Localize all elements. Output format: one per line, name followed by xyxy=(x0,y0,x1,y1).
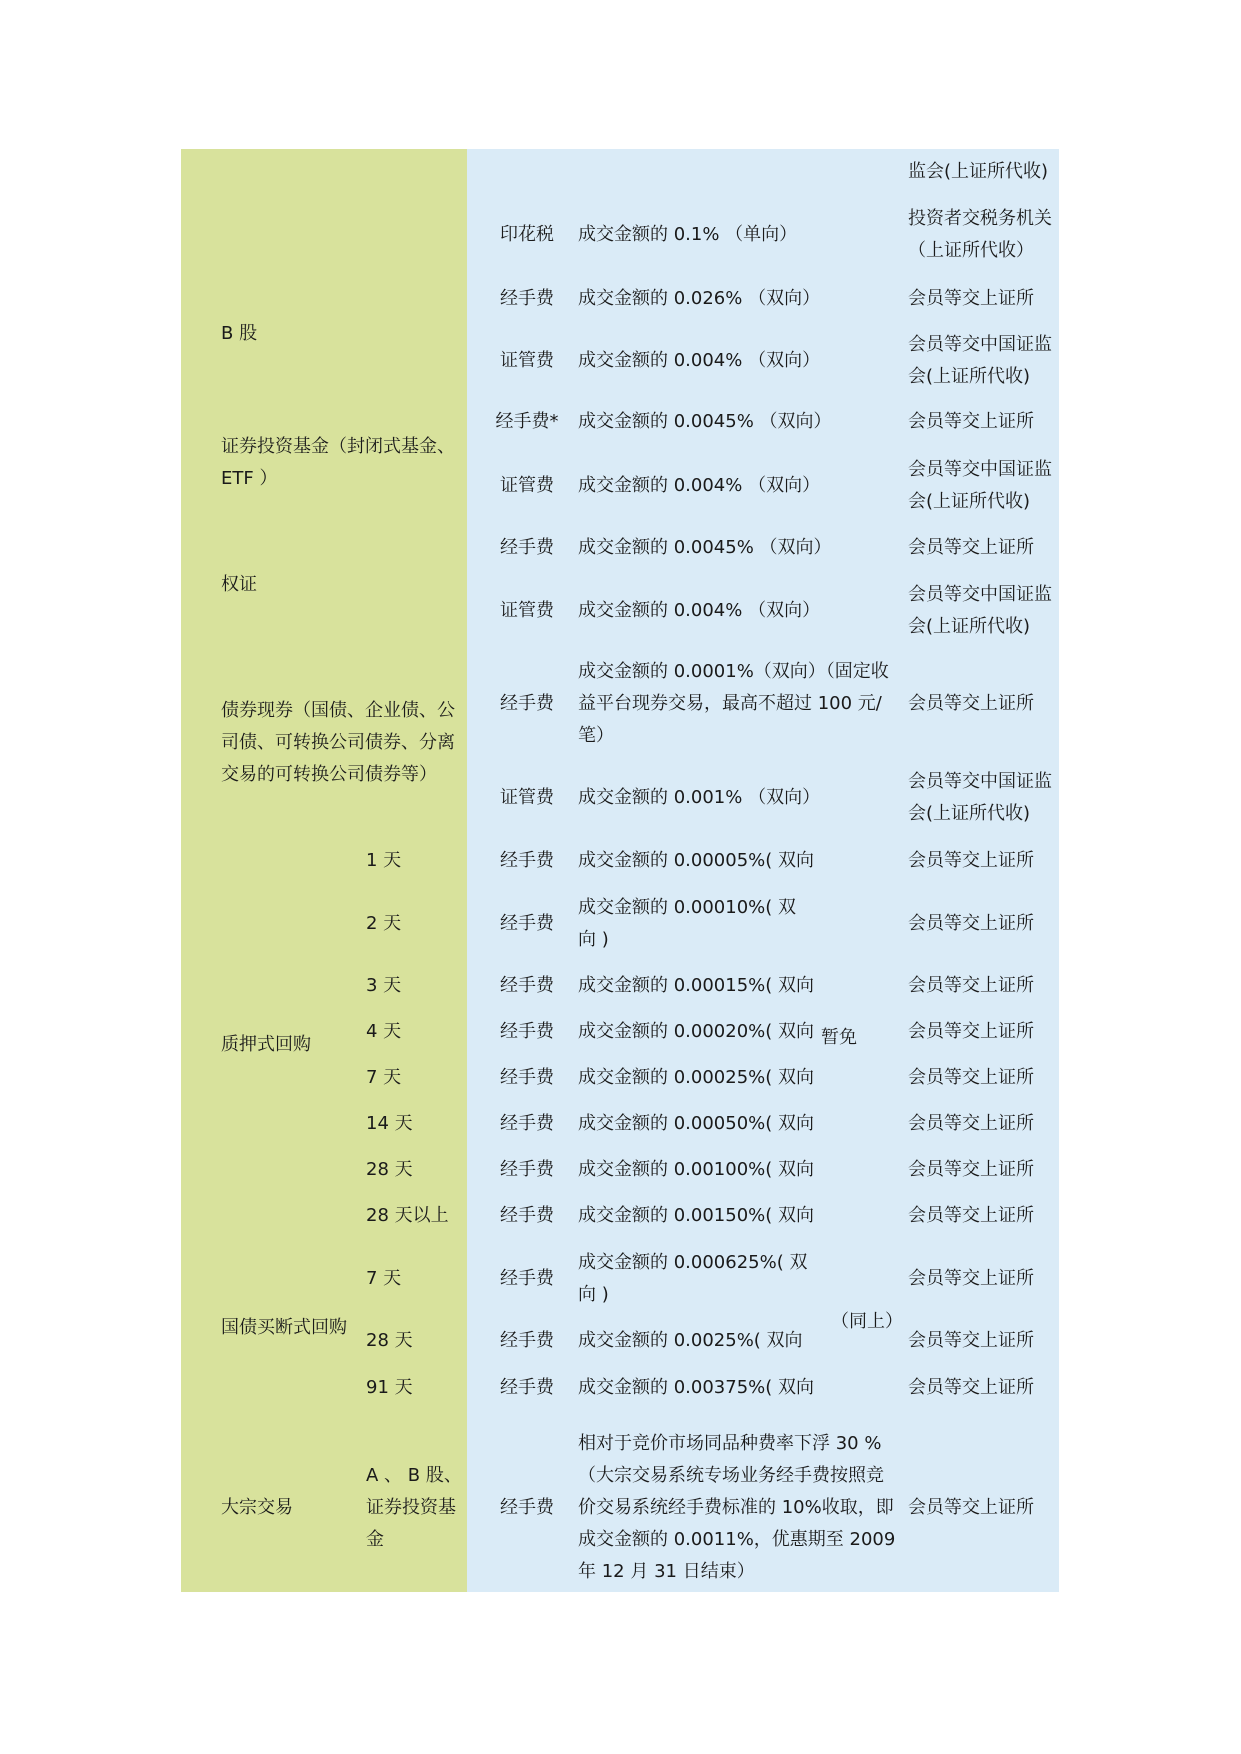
payer-cell: 会员等交上证所 xyxy=(908,1497,1034,1518)
fee-type-cell: 经手费 xyxy=(500,288,554,309)
category-block-trade: 大宗交易 xyxy=(221,1497,293,1518)
fee-type-cell: 经手费 xyxy=(500,913,554,934)
category-bond: 债券现券（国债、企业债、公司债、可转换公司债券、分离交易的可转换公司债券等） xyxy=(221,700,455,785)
rate-cell: 成交金额的 0.00150%( 双向 xyxy=(578,1205,815,1226)
rate-cell: 成交金额的 0.00020%( 双向 xyxy=(578,1021,815,1042)
term-cell: 2 天 xyxy=(366,913,402,934)
fee-type-cell: 经手费 xyxy=(500,1377,554,1398)
payer-cell: 会员等交上证所 xyxy=(908,913,1034,934)
payer-cell: 会员等交上证所 xyxy=(908,693,1034,714)
payer-cell: 会员等交中国证监会(上证所代收) xyxy=(908,334,1052,387)
exempt-note: 暂免 xyxy=(821,1027,857,1048)
fee-type-cell: 经手费 xyxy=(500,1330,554,1351)
payer-cell: 会员等交中国证监会(上证所代收) xyxy=(908,459,1052,512)
payer-cell: 会员等交上证所 xyxy=(908,1113,1034,1134)
term-cell: 4 天 xyxy=(366,1021,402,1042)
payer-cell: 会员等交上证所 xyxy=(908,1205,1034,1226)
rate-cell: 成交金额的 0.00375%( 双向 xyxy=(578,1377,815,1398)
category-outright-repo: 国债买断式回购 xyxy=(221,1317,347,1338)
payer-cell: 会员等交上证所 xyxy=(908,1159,1034,1180)
term-cell: 3 天 xyxy=(366,975,402,996)
payer-cell: 会员等交中国证监会(上证所代收) xyxy=(908,771,1052,824)
rate-cell: 成交金额的 0.004% （双向） xyxy=(578,350,821,371)
payer-cell: 会员等交上证所 xyxy=(908,1021,1034,1042)
fee-type-cell: 经手费 xyxy=(500,1268,554,1289)
rate-cell: 成交金额的 0.1% （单向） xyxy=(578,224,798,245)
rate-cell: 成交金额的 0.001% （双向） xyxy=(578,787,821,808)
payer-cell: 投资者交税务机关（上证所代收） xyxy=(908,208,1052,261)
category-fund: 证券投资基金（封闭式基金、ETF ） xyxy=(221,436,455,489)
payer-cell: 会员等交上证所 xyxy=(908,1067,1034,1088)
fee-type-cell: 经手费 xyxy=(500,975,554,996)
rate-cell: 成交金额的 0.0001%（双向）（固定收益平台现券交易，最高不超过 100 元/笔） xyxy=(578,661,889,746)
term-cell: 7 天 xyxy=(366,1067,402,1088)
payer-cell: 会员等交上证所 xyxy=(908,850,1034,871)
rate-cell: 成交金额的 0.0025%( 双向 xyxy=(578,1330,803,1351)
term-cell: A 、 B 股、证券投资基金 xyxy=(366,1465,462,1550)
term-cell: 1 天 xyxy=(366,850,402,871)
term-cell: 28 天以上 xyxy=(366,1205,449,1226)
payer-cell: 会员等交中国证监会(上证所代收) xyxy=(908,584,1052,637)
payer-cell: 会员等交上证所 xyxy=(908,1268,1034,1289)
rate-cell: 成交金额的 0.00010%( 双向 ) xyxy=(578,897,797,950)
rate-cell: 成交金额的 0.00050%( 双向 xyxy=(578,1113,815,1134)
payer-cell: 会员等交上证所 xyxy=(908,537,1034,558)
term-cell: 28 天 xyxy=(366,1330,413,1351)
fee-type-cell: 经手费 xyxy=(500,1205,554,1226)
fee-type-cell: 证管费 xyxy=(500,475,554,496)
fee-type-cell: 证管费 xyxy=(500,350,554,371)
payer-cell: 会员等交上证所 xyxy=(908,411,1034,432)
rate-cell: 成交金额的 0.004% （双向） xyxy=(578,600,821,621)
rate-cell: 成交金额的 0.000625%( 双向 ) xyxy=(578,1252,808,1305)
same-as-above-note: （同上） xyxy=(831,1311,903,1332)
rate-cell: 相对于竞价市场同品种费率下浮 30 %（大宗交易系统专场业务经手费按照竞价交易系统经手费标准的 10%收取，即成交金额的 0.0011%，优惠期至 2009 年 12 月 31 日结束） xyxy=(578,1433,896,1582)
category-pledge-repo: 质押式回购 xyxy=(221,1034,311,1055)
rate-cell: 成交金额的 0.00015%( 双向 xyxy=(578,975,815,996)
fee-type-cell: 经手费 xyxy=(500,1067,554,1088)
fee-type-cell: 经手费 xyxy=(500,537,554,558)
payer-cell: 会员等交上证所 xyxy=(908,288,1034,309)
term-cell: 7 天 xyxy=(366,1268,402,1289)
term-cell: 14 天 xyxy=(366,1113,413,1134)
fee-type-cell: 经手费 xyxy=(500,1159,554,1180)
fee-type-cell: 证管费 xyxy=(500,600,554,621)
term-cell: 28 天 xyxy=(366,1159,413,1180)
rate-cell: 成交金额的 0.00025%( 双向 xyxy=(578,1067,815,1088)
term-cell: 91 天 xyxy=(366,1377,413,1398)
fee-type-cell: 经手费 xyxy=(500,1113,554,1134)
payer-cell: 会员等交上证所 xyxy=(908,975,1034,996)
fee-type-cell: 经手费 xyxy=(500,693,554,714)
fee-type-cell: 经手费 xyxy=(500,850,554,871)
payer-cell: 会员等交上证所 xyxy=(908,1330,1034,1351)
rate-cell: 成交金额的 0.00100%( 双向 xyxy=(578,1159,815,1180)
fee-type-cell: 经手费* xyxy=(495,411,559,432)
rate-cell: 成交金额的 0.0045% （双向） xyxy=(578,411,832,432)
rate-cell: 成交金额的 0.00005%( 双向 xyxy=(578,850,815,871)
payer-cell: 监会(上证所代收) xyxy=(908,161,1049,182)
fee-type-cell: 印花税 xyxy=(500,224,554,245)
category-warrant: 权证 xyxy=(221,574,257,595)
fee-type-cell: 证管费 xyxy=(500,787,554,808)
category-b-share: B 股 xyxy=(221,323,258,344)
fee-type-cell: 经手费 xyxy=(500,1497,554,1518)
fee-type-cell: 经手费 xyxy=(500,1021,554,1042)
payer-cell: 会员等交上证所 xyxy=(908,1377,1034,1398)
fee-table xyxy=(181,149,1059,1592)
rate-cell: 成交金额的 0.004% （双向） xyxy=(578,475,821,496)
rate-cell: 成交金额的 0.0045% （双向） xyxy=(578,537,832,558)
rate-cell: 成交金额的 0.026% （双向） xyxy=(578,288,821,309)
